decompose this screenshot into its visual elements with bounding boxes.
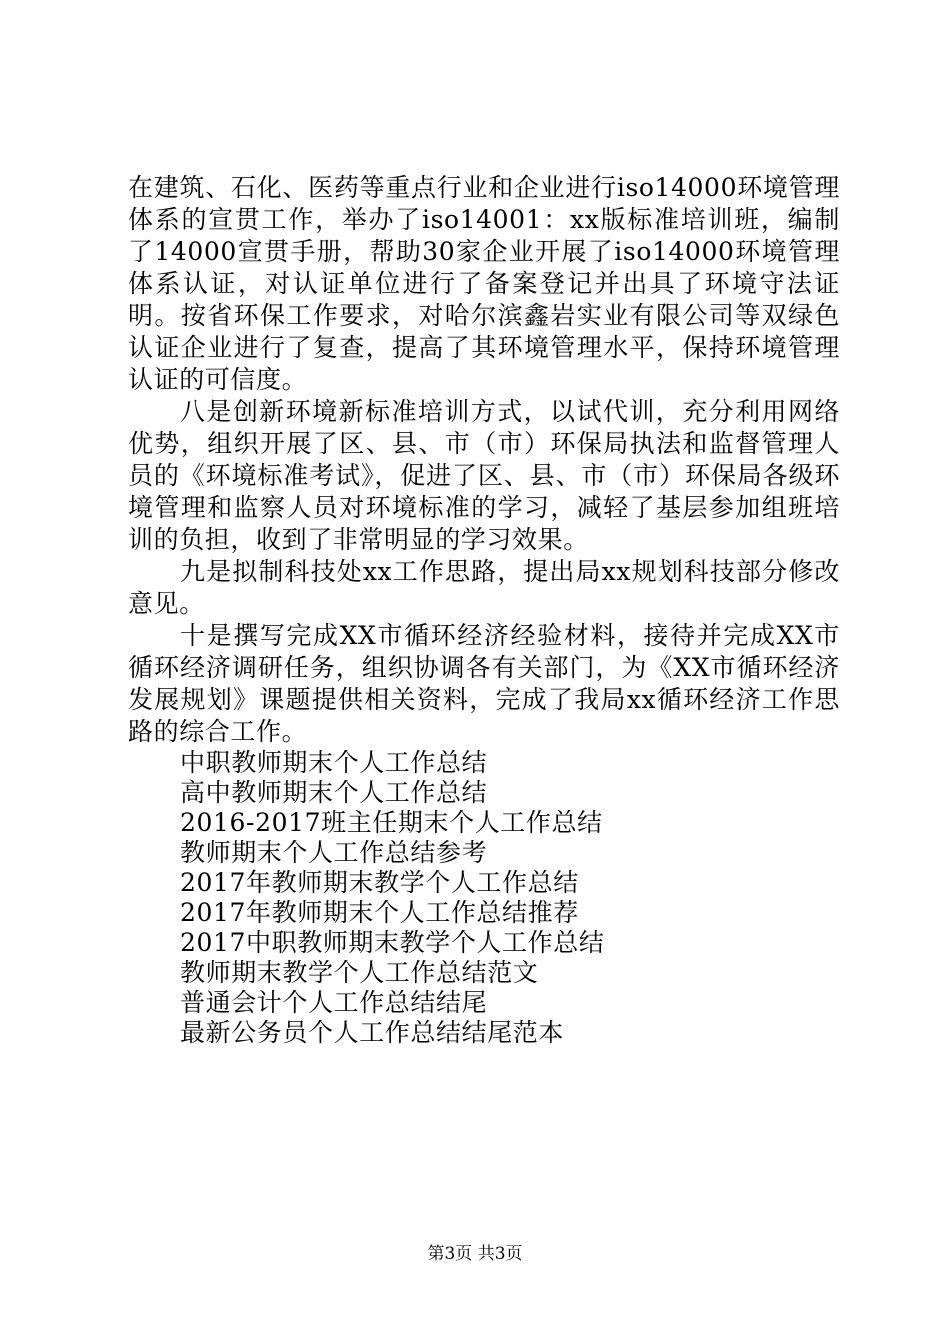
related-link[interactable]: 教师期末教学个人工作总结范文 (180, 958, 539, 987)
paragraph-continuation: 在建筑、石化、医药等重点行业和企业进行iso14000环境管理体系的宣贯工作，举办了iso14001：xx版标准培训班，编制了14000宣贯手册，帮助30家企业开展了iso14000环境管理体系认证，对认证单位进行了备案登记并出具了环境守法证明。按省环保工作要求，对哈尔滨鑫岩实业有限公司等双绿色认证企业进行了复查，提高了其环境管理水平，保持环境管理认证的可信度。 (128, 173, 840, 394)
related-link[interactable]: 最新公务员个人工作总结结尾范本 (180, 1018, 565, 1047)
related-links-list (128, 748, 840, 1048)
paragraph-item-eight: 八是创新环境新标准培训方式，以试代训，充分利用网络优势，组织开展了区、县、市（市）环保局执法和监督管理人员的《环境标准考试》，促进了区、县、市（市）环保局各级环境管理和监察人员对环境标准的学习，减轻了基层参加组班培训的负担，收到了非常明显的学习效果。 (128, 397, 840, 554)
related-link[interactable]: 2016-2017班主任期末个人工作总结 (180, 808, 603, 837)
related-link[interactable]: 中职教师期末个人工作总结 (180, 748, 488, 777)
page-number-footer: 第3页 共3页 (427, 1244, 523, 1264)
related-link[interactable]: 2017年教师期末个人工作总结推荐 (180, 898, 579, 927)
paragraph-item-nine: 九是拟制科技处xx工作思路，提出局xx规划科技部分修改意见。 (128, 557, 840, 618)
paragraph-item-ten: 十是撰写完成XX市循环经济经验材料，接待并完成XX市循环经济调研任务，组织协调各有关部门，为《XX市循环经济发展规划》课题提供相关资料，完成了我局xx循环经济工作思路的综合工作。 (128, 621, 840, 746)
related-link[interactable]: 2017年教师期末教学个人工作总结 (180, 868, 579, 897)
related-link[interactable]: 普通会计个人工作总结结尾 (180, 988, 488, 1017)
related-link[interactable]: 2017中职教师期末教学个人工作总结 (180, 928, 605, 957)
document-body (128, 172, 840, 1048)
related-link[interactable]: 教师期末个人工作总结参考 (180, 838, 488, 867)
related-link[interactable]: 高中教师期末个人工作总结 (180, 778, 488, 807)
